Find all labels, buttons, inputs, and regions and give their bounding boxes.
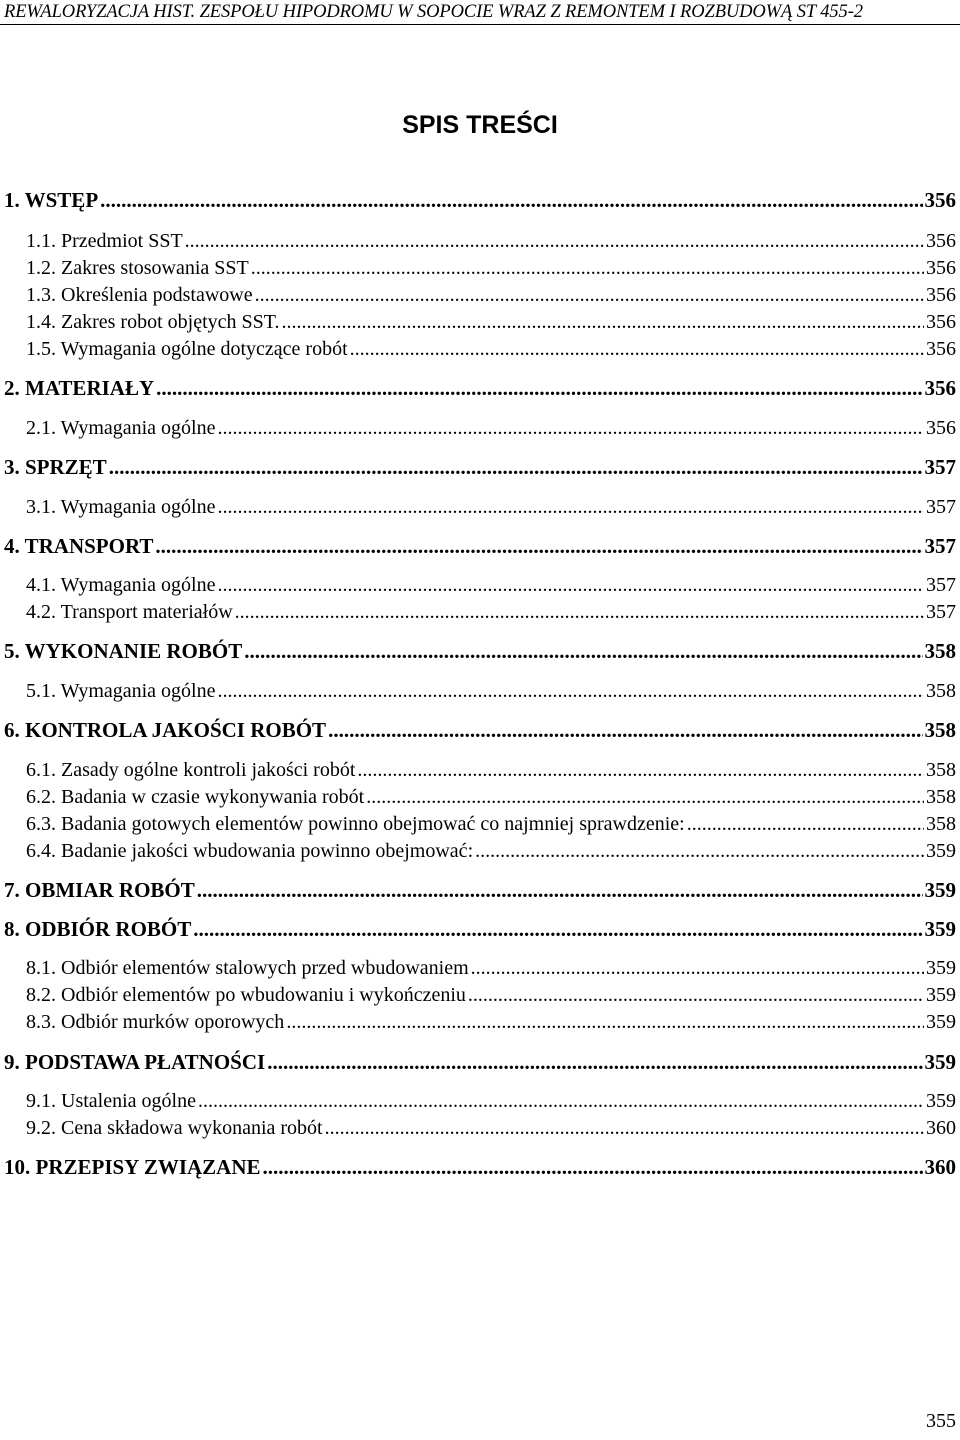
- toc-entry-1-5[interactable]: [0, 338, 956, 364]
- toc-entry-6-3[interactable]: [0, 813, 956, 839]
- toc-entry-1-2[interactable]: [0, 257, 956, 283]
- toc-entry-6-4[interactable]: [0, 840, 956, 866]
- toc-entry-page: 356: [926, 230, 956, 252]
- toc-entry-label: 6.2. Badania w czasie wykonywania robót: [26, 786, 365, 808]
- toc-entry-page: 359: [926, 1011, 956, 1033]
- toc-entry-label: 1.3. Określenia podstawowe: [26, 284, 253, 306]
- toc-entry-page: 360: [926, 1117, 956, 1139]
- toc-entry-8[interactable]: [0, 917, 956, 943]
- document-header: REWALORYZACJA HIST. ZESPOŁU HIPODROMU W SOPOCIE WRAZ Z REMONTEM I ROZBUDOWĄ ST 455-2: [4, 2, 863, 22]
- toc-entry-1-3[interactable]: [0, 284, 956, 310]
- toc-entry-page: 356: [926, 311, 956, 333]
- toc-entry-page: 356: [926, 257, 956, 279]
- toc-leader: [366, 786, 924, 809]
- toc-leader: [251, 257, 924, 280]
- toc-leader: [218, 574, 925, 597]
- toc-entry-label: 6. KONTROLA JAKOŚCI ROBÓT: [4, 718, 327, 742]
- toc-entry-9-1[interactable]: [0, 1090, 956, 1116]
- toc-entry-2[interactable]: [0, 376, 956, 402]
- toc-entry-page: 357: [924, 534, 956, 558]
- toc-entry-3[interactable]: [0, 455, 956, 481]
- toc-entry-8-1[interactable]: [0, 957, 956, 983]
- toc-entry-page: 360: [924, 1155, 956, 1179]
- toc-entry-5[interactable]: [0, 639, 956, 665]
- toc-entry-label: 9.1. Ustalenia ogólne: [26, 1090, 196, 1112]
- toc-entry-2-1[interactable]: [0, 417, 956, 443]
- toc-leader: [218, 496, 925, 519]
- toc-entry-page: 356: [924, 188, 956, 212]
- toc-entry-8-3[interactable]: [0, 1011, 956, 1037]
- toc-entry-1-1[interactable]: [0, 230, 956, 256]
- toc-entry-5-1[interactable]: [0, 680, 956, 706]
- toc-leader: [475, 840, 924, 863]
- toc-entry-page: 359: [926, 840, 956, 862]
- toc-entry-label: 1.4. Zakres robot objętych SST.: [26, 311, 280, 333]
- toc-leader: [471, 957, 924, 980]
- toc-entry-10[interactable]: [0, 1155, 956, 1181]
- toc-entry-page: 359: [926, 984, 956, 1006]
- toc-leader: [185, 230, 924, 253]
- toc-leader: [198, 1090, 924, 1113]
- toc-entry-page: 358: [926, 786, 956, 808]
- toc-entry-1-4[interactable]: [0, 311, 956, 337]
- toc-entry-page: 358: [924, 639, 956, 663]
- toc-leader: [244, 639, 922, 664]
- toc-leader: [350, 338, 924, 361]
- toc-leader: [328, 718, 922, 743]
- toc-entry-4-2[interactable]: [0, 601, 956, 627]
- toc-leader: [235, 601, 924, 624]
- toc-leader: [255, 284, 924, 307]
- toc-entry-page: 358: [926, 759, 956, 781]
- toc-leader: [687, 813, 924, 836]
- toc-leader: [263, 1155, 923, 1180]
- toc-leader: [267, 1050, 922, 1075]
- toc-entry-1[interactable]: [0, 188, 956, 214]
- toc-entry-label: 6.1. Zasady ogólne kontroli jakości robót: [26, 759, 356, 781]
- toc-entry-label: 9.2. Cena składowa wykonania robót: [26, 1117, 323, 1139]
- toc-leader: [155, 534, 922, 559]
- toc-entry-label: 2.1. Wymagania ogólne: [26, 417, 216, 439]
- toc-entry-label: 5. WYKONANIE ROBÓT: [4, 639, 243, 663]
- toc-leader: [218, 680, 925, 703]
- toc-entry-label: 2. MATERIAŁY: [4, 376, 155, 400]
- toc-entry-page: 358: [926, 680, 956, 702]
- toc-leader: [156, 376, 922, 401]
- toc-entry-page: 357: [926, 496, 956, 518]
- toc-entry-page: 356: [926, 417, 956, 439]
- toc-entry-page: 358: [924, 718, 956, 742]
- toc-entry-4-1[interactable]: [0, 574, 956, 600]
- toc-leader: [357, 759, 924, 782]
- toc-leader: [286, 1011, 924, 1034]
- toc-entry-label: 4.2. Transport materiałów: [26, 601, 233, 623]
- toc-entry-page: 358: [926, 813, 956, 835]
- toc-entry-label: 4. TRANSPORT: [4, 534, 154, 558]
- toc-entry-9[interactable]: [0, 1050, 956, 1076]
- toc-entry-label: 6.4. Badanie jakości wbudowania powinno obejmować:: [26, 840, 474, 862]
- toc-entry-3-1[interactable]: [0, 496, 956, 522]
- toc-entry-label: 7. OBMIAR ROBÓT: [4, 878, 195, 902]
- toc-entry-page: 359: [926, 1090, 956, 1112]
- toc-leader: [325, 1117, 924, 1140]
- toc-entry-9-2[interactable]: [0, 1117, 956, 1143]
- toc-entry-label: 1.1. Przedmiot SST: [26, 230, 183, 252]
- toc-entry-label: 8. ODBIÓR ROBÓT: [4, 917, 192, 941]
- toc-entry-7[interactable]: [0, 878, 956, 904]
- toc-entry-label: 9. PODSTAWA PŁATNOŚCI: [4, 1050, 266, 1074]
- toc-entry-page: 356: [926, 284, 956, 306]
- toc-leader: [468, 984, 924, 1007]
- toc-entry-label: 10. PRZEPISY ZWIĄZANE: [4, 1155, 261, 1179]
- toc-entry-label: 8.2. Odbiór elementów po wbudowaniu i wykończeniu: [26, 984, 466, 1006]
- toc-entry-label: 1.5. Wymagania ogólne dotyczące robót: [26, 338, 348, 360]
- toc-entry-label: 6.3. Badania gotowych elementów powinno obejmować co najmniej sprawdzenie:: [26, 813, 685, 835]
- toc-leader: [193, 917, 922, 942]
- toc-entry-6-1[interactable]: [0, 759, 956, 785]
- toc-leader: [218, 417, 925, 440]
- toc-entry-label: 5.1. Wymagania ogólne: [26, 680, 216, 702]
- toc-entry-label: 3. SPRZĘT: [4, 455, 107, 479]
- toc-entry-label: 8.3. Odbiór murków oporowych: [26, 1011, 285, 1033]
- toc-leader: [281, 311, 924, 334]
- toc-entry-page: 357: [926, 574, 956, 596]
- toc-entry-8-2[interactable]: [0, 984, 956, 1010]
- toc-entry-label: 4.1. Wymagania ogólne: [26, 574, 216, 596]
- toc-entry-page: 359: [924, 878, 956, 902]
- toc-entry-page: 357: [926, 601, 956, 623]
- toc-entry-label: 8.1. Odbiór elementów stalowych przed wbudowaniem: [26, 957, 469, 979]
- toc-entry-label: 1.2. Zakres stosowania SST: [26, 257, 249, 279]
- toc-leader: [109, 455, 923, 480]
- toc-leader: [197, 878, 923, 903]
- toc-entry-page: 359: [924, 917, 956, 941]
- page-number: 355: [926, 1410, 956, 1432]
- toc-entry-6-2[interactable]: [0, 786, 956, 812]
- toc-entry-page: 359: [924, 1050, 956, 1074]
- toc-entry-page: 356: [924, 376, 956, 400]
- toc-title: SPIS TREŚCI: [402, 111, 558, 139]
- toc-entry-page: 356: [926, 338, 956, 360]
- toc-entry-page: 359: [926, 957, 956, 979]
- toc-leader: [100, 188, 922, 213]
- toc-entry-6[interactable]: [0, 718, 956, 744]
- toc-entry-4[interactable]: [0, 534, 956, 560]
- toc-entry-page: 357: [924, 455, 956, 479]
- toc-entry-label: 3.1. Wymagania ogólne: [26, 496, 216, 518]
- toc-entry-label: 1. WSTĘP: [4, 188, 99, 212]
